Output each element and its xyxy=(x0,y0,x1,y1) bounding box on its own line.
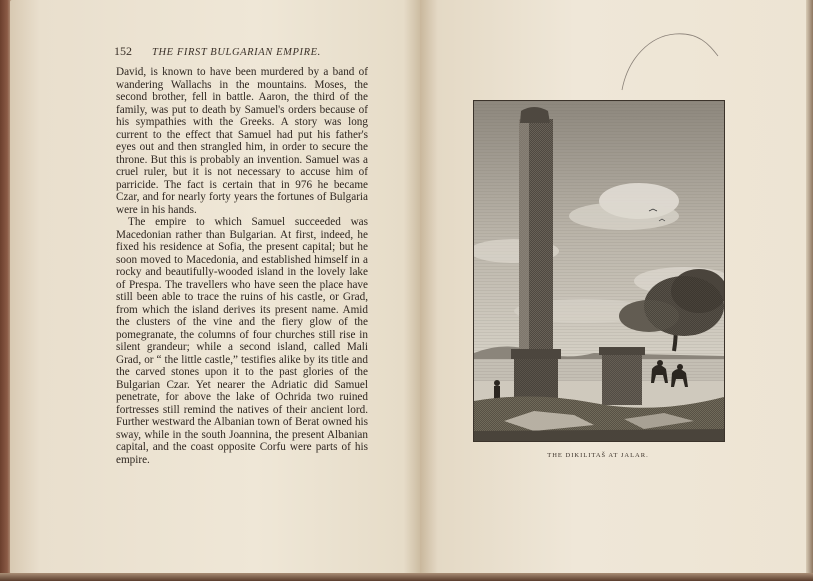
page-header xyxy=(114,44,376,59)
body-text xyxy=(116,66,368,466)
engraving-illustration xyxy=(474,101,724,441)
paragraph-2: The empire to which Samuel succeeded was Macedonian rather than Bulgarian. At first, indeed, he fixed his residence at Sofia, the present capital; but he soon moved to Macedonia, and established himself in a rocky and beautifully-wooded island in the lovely lake of Prespa. The travellers who have seen the place have still been able to trace the ruins of his castle, or Grad, from which the island derives its present name. Amid the clusters of the vine and the fiery glow of the pomegranate, the columns of four churches still rise in silent grandeur; while a second island, called Mali Grad, or “ the little castle,” testifies alike by its title and the carved stones upon it to the past glories of the Bulgarian Czar. Yet nearer the Adriatic did Samuel penetrate, for above the lake of Ochrida two ruined fortresses still remind the natives of their ancient lord. Further westward the Albanian town of Berat owned his sway, while in the south Joannina, the present Albanian capital, and the coast opposite Corfu were parts of his empire. xyxy=(116,216,368,466)
page-edge-bottom xyxy=(0,573,813,581)
engraving-plate xyxy=(473,100,725,442)
page-number: 152 xyxy=(114,44,132,58)
paragraph-1: David, is known to have been murdered by a band of wandering Wallachs in the mountains. Moses, the second brother, fell in battle. Aaron, the third of the family, was put to death by Samuel's orders because of his sympathies with the Greeks. A story was long current to the effect that Samuel had put his father's eyes out and then strangled him, in order to secure the throne. But this is probably an invention. Samuel was a cruel ruler, but it is not necessary to accuse him of parricide. The fact is certain that in 976 he became Czar, and for nearly forty years the fortunes of Bulgaria were in his hands. xyxy=(116,66,368,216)
pencil-mark xyxy=(620,28,720,98)
running-head: THE FIRST BULGARIAN EMPIRE. xyxy=(152,47,321,58)
plate-caption: THE DIKILITAŠ AT JALAR. xyxy=(547,452,649,459)
page-edge-right xyxy=(806,0,813,581)
